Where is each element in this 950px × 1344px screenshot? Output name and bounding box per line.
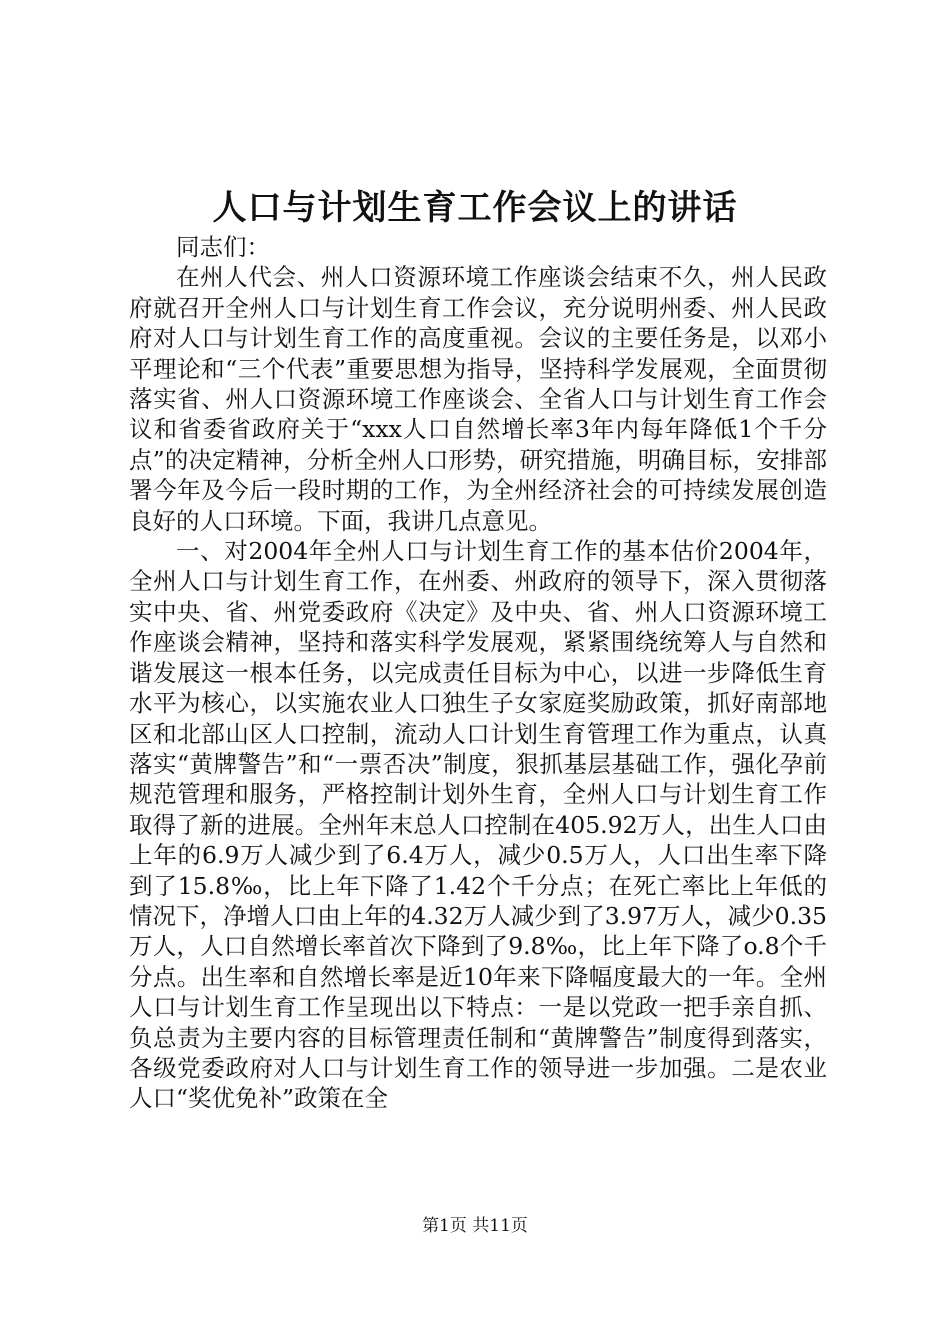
page-footer: 第1页 共11页 — [422, 1216, 528, 1236]
document-body — [129, 232, 827, 1114]
paragraph-intro: 在州人代会、州人口资源环境工作座谈会结束不久，州人民政府就召开全州人口与计划生育工作会议，充分说明州委、州人民政府对人口与计划生育工作的高度重视。会议的主要任务是，以邓小平理论和“三个代表”重要思想为指导，坚持科学发展观，全面贯彻落实省、州人口资源环境工作座谈会、全省人口与计划生育工作会议和省委省政府关于“xxx人口自然增长率3年内每年降低1个千分点”的决定精神，分析全州人口形势，研究措施，明确目标，安排部署今年及今后一段时期的工作，为全州经济社会的可持续发展创造良好的人口环境。下面，我讲几点意见。 — [129, 263, 827, 535]
document-title: 人口与计划生育工作会议上的讲话 — [212, 188, 738, 228]
paragraph-section-one: 一、对2004年全州人口与计划生育工作的基本估价2004年，全州人口与计划生育工作，在州委、州政府的领导下，深入贯彻落实中央、省、州党委政府《决定》及中央、省、州人口资源环境工作座谈会精神，坚持和落实科学发展观，紧紧围绕统筹人与自然和谐发展这一根本任务，以完成责任目标为中心，以进一步降低生育水平为核心，以实施农业人口独生子女家庭奖励政策，抓好南部地区和北部山区人口控制，流动人口计划生育管理工作为重点，认真落实“黄牌警告”和“一票否决”制度，狠抓基层基础工作，强化孕前规范管理和服务，严格控制计划外生育，全州人口与计划生育工作取得了新的进展。全州年末总人口控制在405.92万人，出生人口由上年的6.9万人减少到了6.4万人，减少0.5万人，人口出生率下降到了15.8‰，比上年下降了1.42个千分点；在死亡率比上年低的情况下，净增人口由上年的4.32万人减少到了3.97万人，减少0.35万人，人口自然增长率首次下降到了9.8‰，比上年下降了o.8个千分点。出生率和自然增长率是近10年来下降幅度最大的一年。全州人口与计划生育工作呈现出以下特点：一是以党政一把手亲自抓、负总责为主要内容的目标管理责任制和“黄牌警告”制度得到落实，各级党委政府对人口与计划生育工作的领导进一步加强。二是农业人口“奖优免补”政策在全 — [129, 537, 827, 1113]
salutation: 同志们： — [176, 233, 270, 261]
